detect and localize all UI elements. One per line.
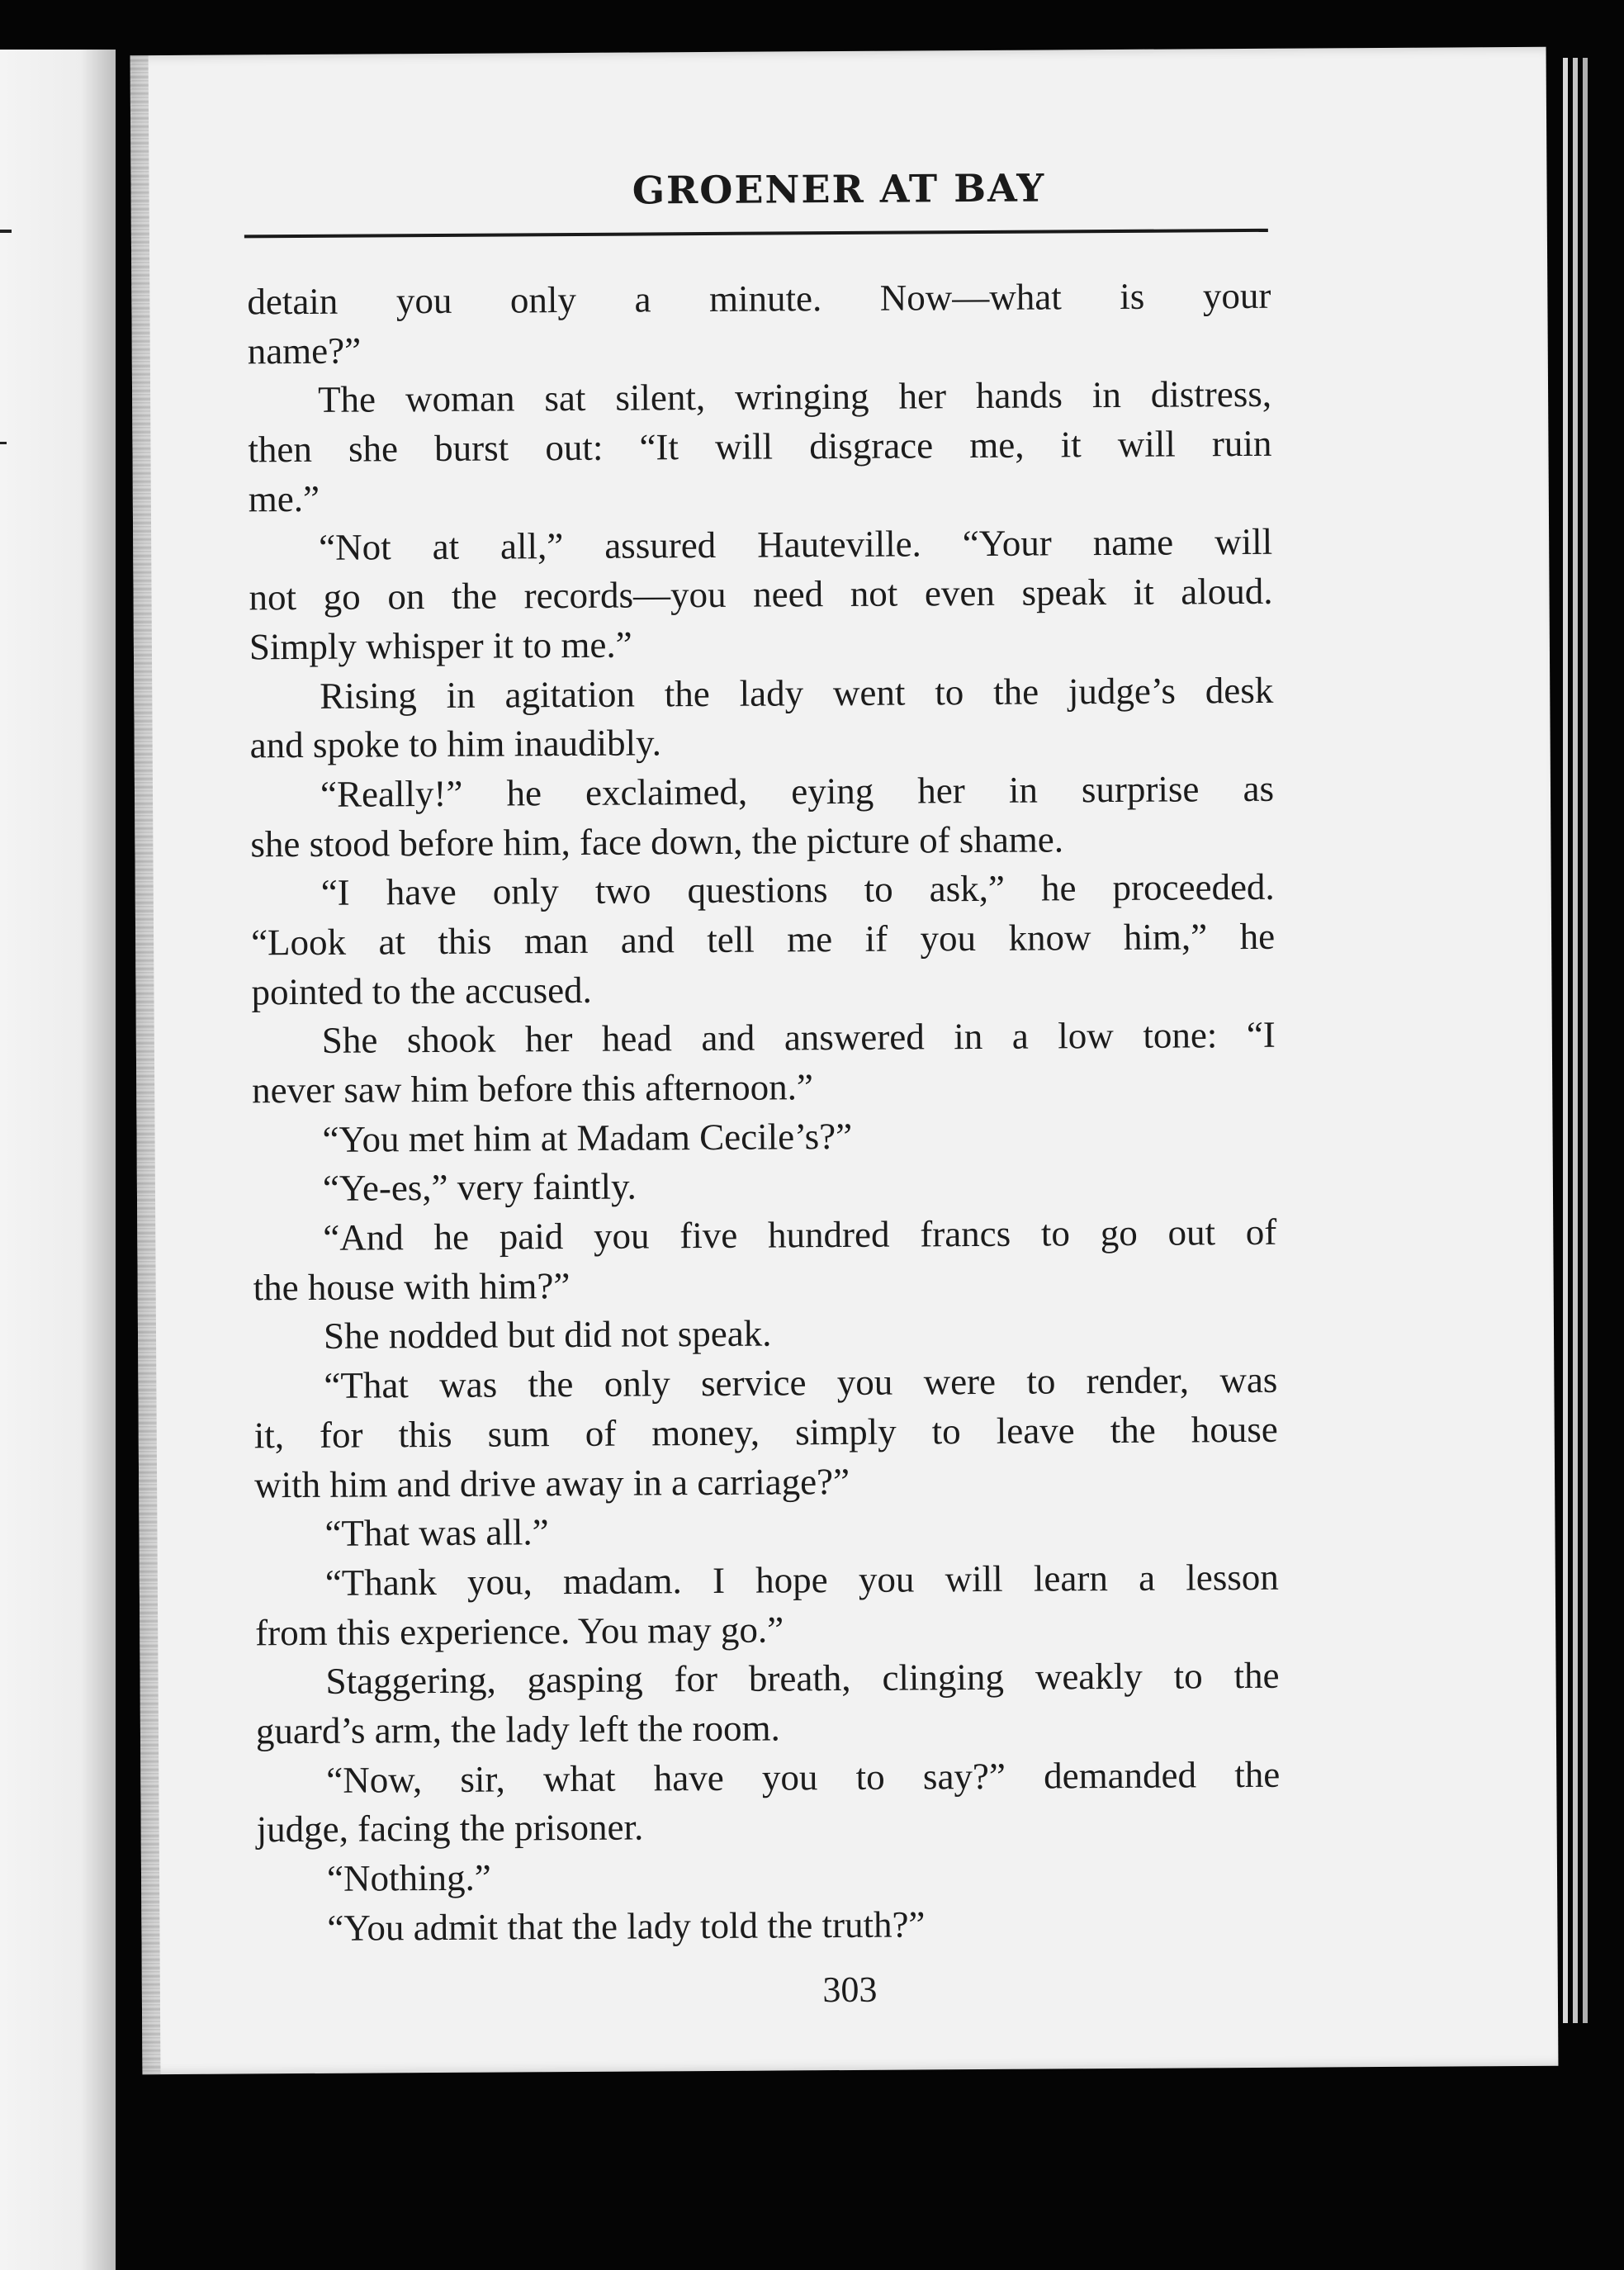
text-line: “Thank you, madam. I hope you will learn a lesson [324,1556,1279,1604]
text-line: detain you only a minute. Now—what is your [247,274,1271,323]
page-stack-edge [1563,58,1568,2023]
text-line: she stood before him, face down, the picture of shame. [250,817,1064,865]
text-line: “Ye-es,” very faintly. [322,1165,637,1210]
text-line: “Look at this man and tell me if you know him,” he [250,915,1276,964]
facing-page-edge [0,50,116,2270]
text-line: “Now, sir, what have you to say?” demanded the [326,1753,1281,1801]
page-stack-edge [1583,58,1588,2023]
book-page [130,47,1559,2074]
text-line: it, for this sum of money, simply to leave the house [253,1408,1278,1457]
text-line: then she burst out: “It will disgrace me, it will ruin [248,422,1272,471]
text-line: with him and drive away in a carriage?” [253,1460,850,1505]
text-line: She nodded but did not speak. [323,1312,772,1358]
text-line: “That was the only service you were to render, was [324,1358,1278,1406]
text-line: judge, facing the prisoner. [256,1806,644,1851]
text-line: me.” [248,477,320,520]
text-line: the house with him?” [253,1264,571,1309]
body-text [247,272,1281,1954]
text-line: “Not at all,” assured Hauteville. “Your name will [319,521,1273,569]
text-line: “You admit that the lady told the truth?” [327,1903,926,1949]
text-line: She shook her head and answered in a low tone: “I [321,1014,1276,1062]
page-number: 303 [822,1969,878,2011]
page-stack-edge [1573,58,1578,2023]
text-line: never saw him before this afternoon.” [252,1066,814,1111]
text-line: “That was all.” [324,1511,549,1555]
text-line: guard’s arm, the lady left the room. [255,1707,780,1752]
text-line: The woman sat silent, wringing her hands in distress, [317,373,1272,421]
text-line: not go on the records—you need not even speak it aloud. [249,570,1273,618]
text-line: “Nothing.” [326,1856,491,1899]
text-line: “And he paid you five hundred francs to go out of [323,1211,1277,1258]
text-line: Rising in agitation the lady went to the judge’s desk [320,669,1274,717]
text-line: “You met him at Madam Cecile’s?” [322,1115,853,1160]
running-head: GROENER AT BAY [632,165,1046,213]
text-line: “Really!” he exclaimed, eying her in surprise as [320,767,1275,815]
text-line: and spoke to him inaudibly. [249,722,662,766]
text-line: “I have only two questions to ask,” he proceeded. [320,866,1275,914]
text-line: from this experience. You may go.” [255,1609,784,1653]
page-gutter-shadow [130,55,161,2074]
text-line: Staggering, gasping for breath, clinging weakly to the [325,1655,1280,1703]
text-line: pointed to the accused. [251,969,592,1013]
facing-page-mark [0,230,12,233]
text-line: Simply whisper it to me.” [249,623,632,668]
text-line: name?” [247,329,362,372]
facing-page-mark [0,442,7,444]
header-rule [244,229,1268,239]
